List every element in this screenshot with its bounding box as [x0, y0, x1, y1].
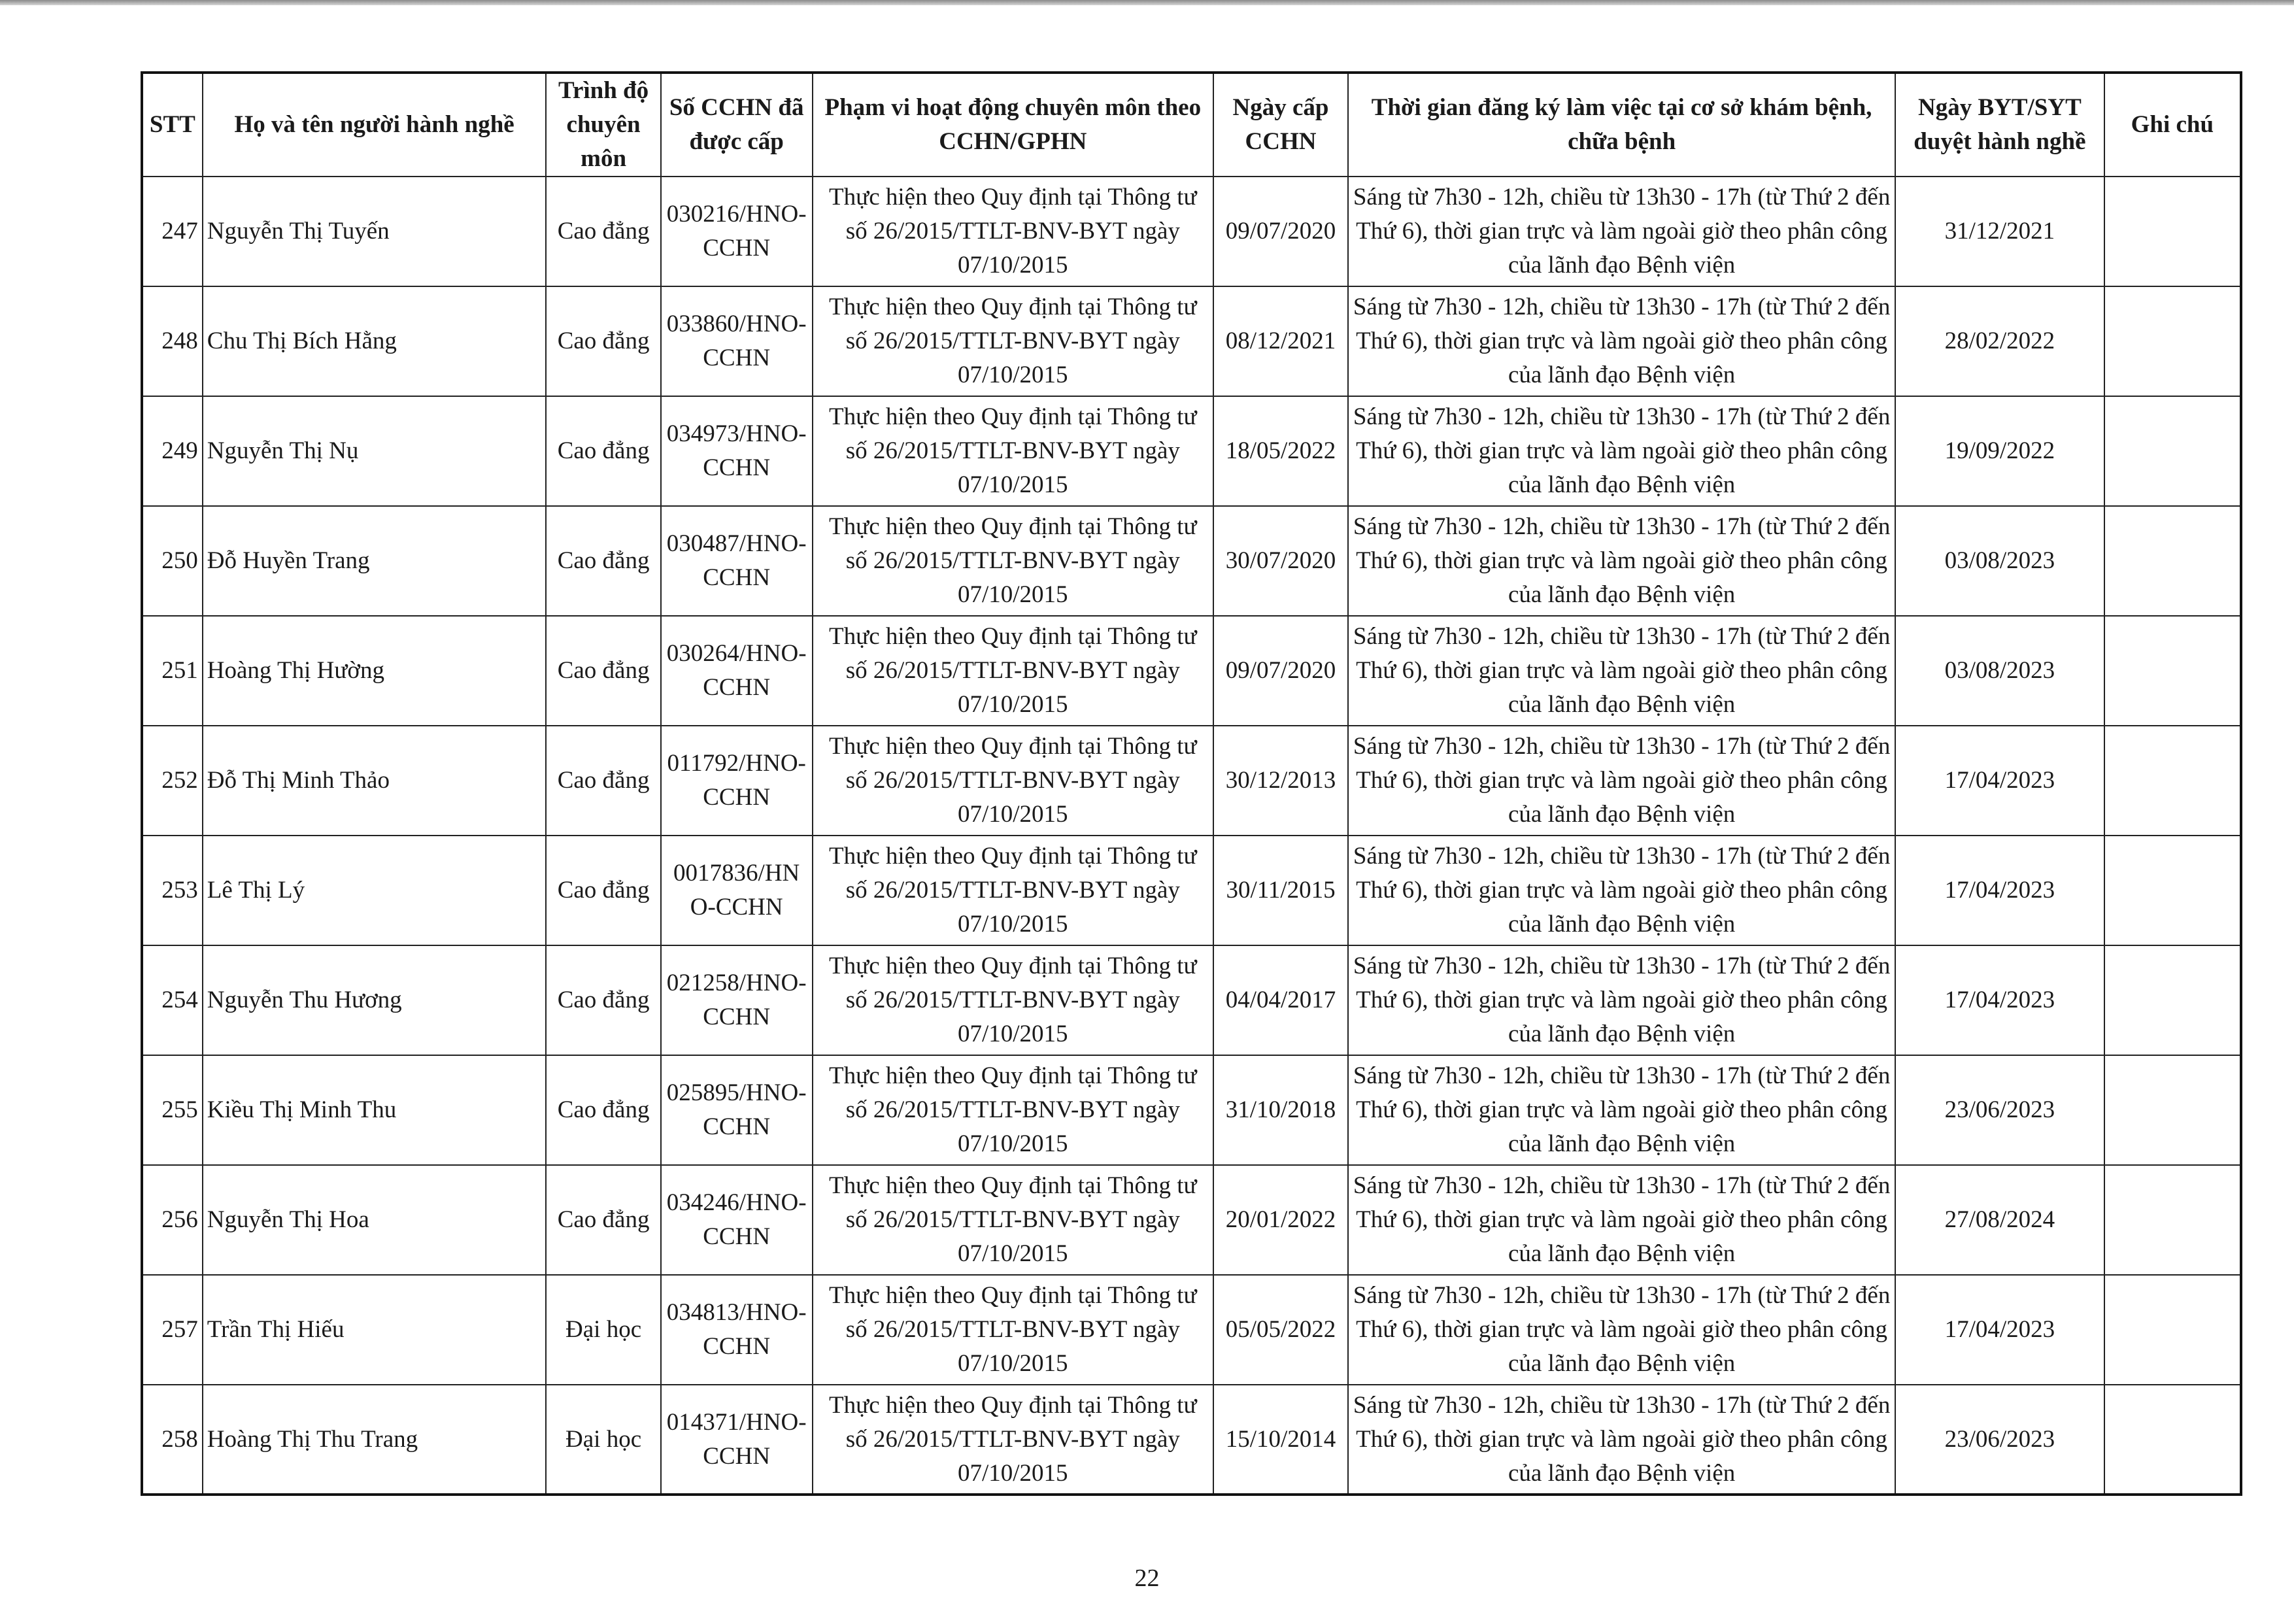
header-license-number: Số CCHN đã được cấp	[661, 73, 813, 177]
cell-qualification: Cao đẳng	[546, 726, 660, 836]
cell-stt: 255	[142, 1055, 203, 1165]
cell-license-number: 0017836/HNO-CCHN	[661, 836, 813, 945]
cell-qualification: Cao đẳng	[546, 396, 660, 506]
cell-name: Hoàng Thị Hường	[203, 616, 547, 726]
cell-approval-date: 23/06/2023	[1895, 1055, 2104, 1165]
cell-notes	[2104, 177, 2241, 286]
cell-scope: Thực hiện theo Quy định tại Thông tư số 26/2015/TTLT-BNV-BYT ngày 07/10/2015	[813, 1165, 1213, 1275]
header-working-time: Thời gian đăng ký làm việc tại cơ sở khám bệnh, chữa bệnh	[1348, 73, 1895, 177]
cell-issue-date: 05/05/2022	[1213, 1275, 1348, 1385]
cell-qualification: Cao đẳng	[546, 836, 660, 945]
page-number: 22	[1134, 1565, 1160, 1592]
cell-qualification: Cao đẳng	[546, 286, 660, 396]
cell-scope: Thực hiện theo Quy định tại Thông tư số 26/2015/TTLT-BNV-BYT ngày 07/10/2015	[813, 836, 1213, 945]
cell-issue-date: 09/07/2020	[1213, 616, 1348, 726]
table-body	[142, 177, 2241, 1495]
cell-approval-date: 17/04/2023	[1895, 945, 2104, 1055]
cell-qualification: Cao đẳng	[546, 616, 660, 726]
cell-name: Hoàng Thị Thu Trang	[203, 1385, 547, 1495]
header-approval-date: Ngày BYT/SYT duyệt hành nghề	[1895, 73, 2104, 177]
cell-notes	[2104, 396, 2241, 506]
cell-name: Chu Thị Bích Hằng	[203, 286, 547, 396]
table-row	[142, 1055, 2241, 1165]
table-row	[142, 945, 2241, 1055]
cell-qualification: Cao đẳng	[546, 177, 660, 286]
cell-working-time: Sáng từ 7h30 - 12h, chiều từ 13h30 - 17h (từ Thứ 2 đến Thứ 6), thời gian trực và làm ngoài giờ theo phân công của lãnh đạo Bệnh viện	[1348, 177, 1895, 286]
table-row	[142, 177, 2241, 286]
cell-scope: Thực hiện theo Quy định tại Thông tư số 26/2015/TTLT-BNV-BYT ngày 07/10/2015	[813, 177, 1213, 286]
cell-license-number: 033860/HNO-CCHN	[661, 286, 813, 396]
cell-license-number: 030216/HNO-CCHN	[661, 177, 813, 286]
cell-qualification: Cao đẳng	[546, 1165, 660, 1275]
cell-notes	[2104, 726, 2241, 836]
cell-qualification: Đại học	[546, 1275, 660, 1385]
cell-scope: Thực hiện theo Quy định tại Thông tư số 26/2015/TTLT-BNV-BYT ngày 07/10/2015	[813, 945, 1213, 1055]
cell-notes	[2104, 1385, 2241, 1495]
table-row	[142, 1275, 2241, 1385]
cell-notes	[2104, 1165, 2241, 1275]
cell-working-time: Sáng từ 7h30 - 12h, chiều từ 13h30 - 17h (từ Thứ 2 đến Thứ 6), thời gian trực và làm ngoài giờ theo phân công của lãnh đạo Bệnh viện	[1348, 945, 1895, 1055]
cell-notes	[2104, 506, 2241, 616]
cell-scope: Thực hiện theo Quy định tại Thông tư số 26/2015/TTLT-BNV-BYT ngày 07/10/2015	[813, 1275, 1213, 1385]
cell-working-time: Sáng từ 7h30 - 12h, chiều từ 13h30 - 17h (từ Thứ 2 đến Thứ 6), thời gian trực và làm ngoài giờ theo phân công của lãnh đạo Bệnh viện	[1348, 396, 1895, 506]
cell-approval-date: 19/09/2022	[1895, 396, 2104, 506]
header-issue-date: Ngày cấp CCHN	[1213, 73, 1348, 177]
header-scope: Phạm vi hoạt động chuyên môn theo CCHN/GPHN	[813, 73, 1213, 177]
cell-approval-date: 17/04/2023	[1895, 1275, 2104, 1385]
table-row	[142, 616, 2241, 726]
cell-working-time: Sáng từ 7h30 - 12h, chiều từ 13h30 - 17h (từ Thứ 2 đến Thứ 6), thời gian trực và làm ngoài giờ theo phân công của lãnh đạo Bệnh viện	[1348, 286, 1895, 396]
table-row	[142, 1385, 2241, 1495]
cell-qualification: Cao đẳng	[546, 506, 660, 616]
table-row	[142, 836, 2241, 945]
cell-approval-date: 17/04/2023	[1895, 726, 2104, 836]
cell-working-time: Sáng từ 7h30 - 12h, chiều từ 13h30 - 17h (từ Thứ 2 đến Thứ 6), thời gian trực và làm ngoài giờ theo phân công của lãnh đạo Bệnh viện	[1348, 1275, 1895, 1385]
practitioner-table	[141, 71, 2242, 1496]
cell-scope: Thực hiện theo Quy định tại Thông tư số 26/2015/TTLT-BNV-BYT ngày 07/10/2015	[813, 286, 1213, 396]
cell-license-number: 030487/HNO-CCHN	[661, 506, 813, 616]
cell-qualification: Cao đẳng	[546, 945, 660, 1055]
cell-notes	[2104, 1055, 2241, 1165]
cell-approval-date: 31/12/2021	[1895, 177, 2104, 286]
cell-scope: Thực hiện theo Quy định tại Thông tư số 26/2015/TTLT-BNV-BYT ngày 07/10/2015	[813, 616, 1213, 726]
cell-name: Kiều Thị Minh Thu	[203, 1055, 547, 1165]
cell-scope: Thực hiện theo Quy định tại Thông tư số 26/2015/TTLT-BNV-BYT ngày 07/10/2015	[813, 396, 1213, 506]
cell-issue-date: 31/10/2018	[1213, 1055, 1348, 1165]
cell-working-time: Sáng từ 7h30 - 12h, chiều từ 13h30 - 17h (từ Thứ 2 đến Thứ 6), thời gian trực và làm ngoài giờ theo phân công của lãnh đạo Bệnh viện	[1348, 1165, 1895, 1275]
cell-license-number: 034246/HNO-CCHN	[661, 1165, 813, 1275]
cell-name: Nguyễn Thị Hoa	[203, 1165, 547, 1275]
cell-working-time: Sáng từ 7h30 - 12h, chiều từ 13h30 - 17h (từ Thứ 2 đến Thứ 6), thời gian trực và làm ngoài giờ theo phân công của lãnh đạo Bệnh viện	[1348, 836, 1895, 945]
cell-issue-date: 30/12/2013	[1213, 726, 1348, 836]
cell-issue-date: 30/11/2015	[1213, 836, 1348, 945]
table-row	[142, 1165, 2241, 1275]
cell-notes	[2104, 286, 2241, 396]
cell-notes	[2104, 1275, 2241, 1385]
cell-license-number: 034813/HNO-CCHN	[661, 1275, 813, 1385]
cell-working-time: Sáng từ 7h30 - 12h, chiều từ 13h30 - 17h (từ Thứ 2 đến Thứ 6), thời gian trực và làm ngoài giờ theo phân công của lãnh đạo Bệnh viện	[1348, 506, 1895, 616]
cell-license-number: 025895/HNO-CCHN	[661, 1055, 813, 1165]
header-stt: STT	[142, 73, 203, 177]
cell-working-time: Sáng từ 7h30 - 12h, chiều từ 13h30 - 17h (từ Thứ 2 đến Thứ 6), thời gian trực và làm ngoài giờ theo phân công của lãnh đạo Bệnh viện	[1348, 726, 1895, 836]
cell-issue-date: 18/05/2022	[1213, 396, 1348, 506]
cell-name: Nguyễn Thu Hương	[203, 945, 547, 1055]
cell-license-number: 034973/HNO-CCHN	[661, 396, 813, 506]
cell-license-number: 030264/HNO-CCHN	[661, 616, 813, 726]
cell-qualification: Đại học	[546, 1385, 660, 1495]
cell-license-number: 014371/HNO-CCHN	[661, 1385, 813, 1495]
cell-stt: 254	[142, 945, 203, 1055]
cell-license-number: 011792/HNO-CCHN	[661, 726, 813, 836]
cell-stt: 256	[142, 1165, 203, 1275]
cell-stt: 257	[142, 1275, 203, 1385]
cell-issue-date: 09/07/2020	[1213, 177, 1348, 286]
cell-notes	[2104, 945, 2241, 1055]
cell-issue-date: 30/07/2020	[1213, 506, 1348, 616]
cell-approval-date: 27/08/2024	[1895, 1165, 2104, 1275]
cell-stt: 258	[142, 1385, 203, 1495]
table-row	[142, 286, 2241, 396]
cell-name: Nguyễn Thị Tuyến	[203, 177, 547, 286]
table-row	[142, 726, 2241, 836]
cell-stt: 247	[142, 177, 203, 286]
cell-name: Đỗ Thị Minh Thảo	[203, 726, 547, 836]
cell-stt: 253	[142, 836, 203, 945]
cell-stt: 249	[142, 396, 203, 506]
cell-name: Đỗ Huyền Trang	[203, 506, 547, 616]
cell-stt: 250	[142, 506, 203, 616]
cell-name: Trần Thị Hiếu	[203, 1275, 547, 1385]
table-header-row	[142, 73, 2241, 177]
page-top-border	[0, 0, 2294, 5]
table-row	[142, 506, 2241, 616]
cell-notes	[2104, 616, 2241, 726]
cell-scope: Thực hiện theo Quy định tại Thông tư số 26/2015/TTLT-BNV-BYT ngày 07/10/2015	[813, 1055, 1213, 1165]
cell-license-number: 021258/HNO-CCHN	[661, 945, 813, 1055]
cell-approval-date: 03/08/2023	[1895, 506, 2104, 616]
cell-approval-date: 28/02/2022	[1895, 286, 2104, 396]
header-name: Họ và tên người hành nghề	[203, 73, 547, 177]
cell-approval-date: 23/06/2023	[1895, 1385, 2104, 1495]
cell-working-time: Sáng từ 7h30 - 12h, chiều từ 13h30 - 17h (từ Thứ 2 đến Thứ 6), thời gian trực và làm ngoài giờ theo phân công của lãnh đạo Bệnh viện	[1348, 616, 1895, 726]
cell-issue-date: 15/10/2014	[1213, 1385, 1348, 1495]
cell-issue-date: 20/01/2022	[1213, 1165, 1348, 1275]
cell-scope: Thực hiện theo Quy định tại Thông tư số 26/2015/TTLT-BNV-BYT ngày 07/10/2015	[813, 726, 1213, 836]
cell-name: Lê Thị Lý	[203, 836, 547, 945]
cell-issue-date: 04/04/2017	[1213, 945, 1348, 1055]
cell-approval-date: 17/04/2023	[1895, 836, 2104, 945]
cell-name: Nguyễn Thị Nụ	[203, 396, 547, 506]
cell-scope: Thực hiện theo Quy định tại Thông tư số 26/2015/TTLT-BNV-BYT ngày 07/10/2015	[813, 1385, 1213, 1495]
header-notes: Ghi chú	[2104, 73, 2241, 177]
cell-scope: Thực hiện theo Quy định tại Thông tư số 26/2015/TTLT-BNV-BYT ngày 07/10/2015	[813, 506, 1213, 616]
cell-notes	[2104, 836, 2241, 945]
table-row	[142, 396, 2241, 506]
cell-approval-date: 03/08/2023	[1895, 616, 2104, 726]
cell-stt: 252	[142, 726, 203, 836]
cell-issue-date: 08/12/2021	[1213, 286, 1348, 396]
cell-stt: 251	[142, 616, 203, 726]
cell-working-time: Sáng từ 7h30 - 12h, chiều từ 13h30 - 17h (từ Thứ 2 đến Thứ 6), thời gian trực và làm ngoài giờ theo phân công của lãnh đạo Bệnh viện	[1348, 1055, 1895, 1165]
cell-qualification: Cao đẳng	[546, 1055, 660, 1165]
cell-working-time: Sáng từ 7h30 - 12h, chiều từ 13h30 - 17h (từ Thứ 2 đến Thứ 6), thời gian trực và làm ngoài giờ theo phân công của lãnh đạo Bệnh viện	[1348, 1385, 1895, 1495]
cell-stt: 248	[142, 286, 203, 396]
header-qualification: Trình độ chuyên môn	[546, 73, 660, 177]
